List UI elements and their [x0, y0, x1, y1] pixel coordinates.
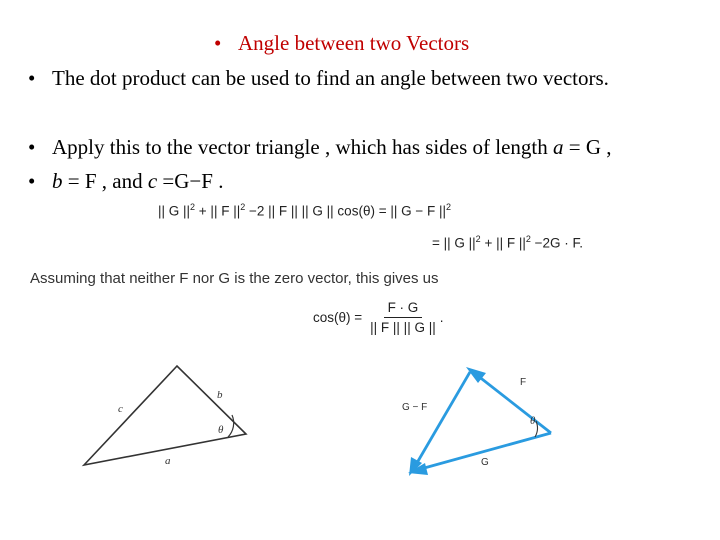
bullet-text-c: = F , and [62, 169, 148, 193]
bullet-marker: • [28, 169, 36, 193]
vector-GminusF-shaft [414, 372, 470, 468]
title-text: Angle between two Vectors [238, 31, 470, 55]
eq-term: || G || [158, 203, 191, 219]
assumption-text: Assuming that neither F nor G is the zero vector, this gives us [30, 270, 439, 287]
var-a: a [553, 135, 564, 159]
eq-exponent: 2 [190, 202, 196, 212]
formula-period: . [439, 310, 444, 325]
eq-exponent: 2 [475, 234, 481, 244]
bullet-marker: • [214, 31, 222, 55]
label-G-minus-F: G − F [402, 402, 428, 413]
bullet-text-a: Apply this to the vector triangle , which has sides of length [52, 135, 553, 159]
fraction-denominator: || F || || G || [370, 320, 436, 335]
var-b: b [52, 169, 63, 193]
label-theta: θ [218, 424, 224, 436]
bullet-text: The dot product can be used to find an angle between two vectors. [52, 66, 609, 90]
vector-F-shaft [473, 372, 551, 433]
eq-exponent: 2 [525, 234, 531, 244]
label-G: G [481, 457, 489, 468]
eq-term: −2G · F. [530, 235, 584, 251]
eq-term: = || G || [432, 235, 476, 251]
label-b: b [217, 389, 223, 401]
label-c: c [118, 403, 123, 415]
vector-triangle-diagram [84, 366, 246, 467]
bullet-text-d: =G−F . [157, 169, 224, 193]
formula-lhs: cos(θ) = [313, 310, 363, 325]
label-vector-theta: θ [530, 415, 536, 427]
vector-arrows-diagram [402, 367, 551, 476]
label-a: a [165, 455, 171, 467]
label-F: F [520, 377, 527, 388]
eq-term: + || F || [195, 203, 241, 219]
eq-term: + || F || [480, 235, 526, 251]
bullet-marker: • [28, 66, 36, 90]
bullet-marker: • [28, 135, 36, 159]
eq-exponent: 2 [446, 202, 452, 212]
bullet-text-b: = G , [563, 135, 612, 159]
eq-term: −2 || F || || G || cos(θ) = || G − F || [245, 203, 446, 219]
var-c: c [147, 169, 158, 193]
triangle-shape [84, 366, 246, 465]
eq-exponent: 2 [240, 202, 246, 212]
fraction-numerator: F · G [384, 300, 423, 318]
